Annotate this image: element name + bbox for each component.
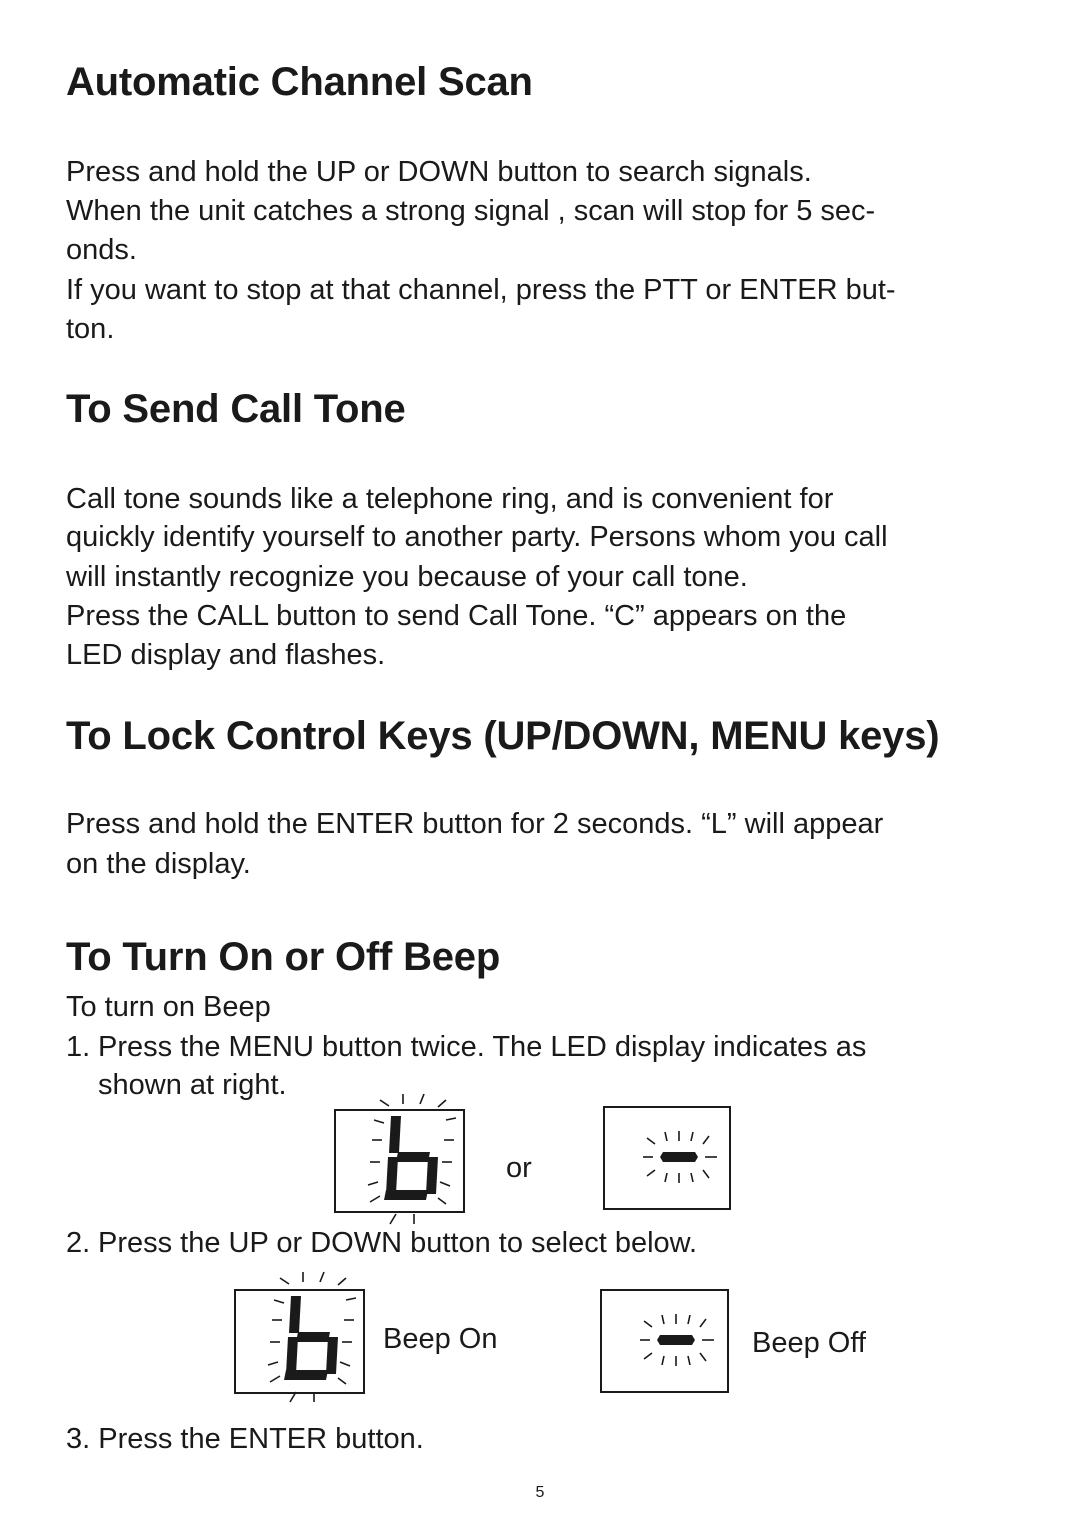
step3-text: 3. Press the ENTER button. <box>66 1423 424 1455</box>
beep-on-label: Beep On <box>383 1323 498 1355</box>
call-line-1: Call tone sounds like a telephone ring, and is convenient for <box>66 483 834 515</box>
scan-line-2: When the unit catches a strong signal , scan will stop for 5 sec- <box>66 195 876 227</box>
section-title-call: To Send Call Tone <box>66 387 406 431</box>
section-title-lock: To Lock Control Keys (UP/DOWN, MENU keys) <box>66 714 940 758</box>
scan-line-5: ton. <box>66 313 115 345</box>
lock-line-2: on the display. <box>66 848 251 880</box>
or-label: or <box>506 1152 532 1184</box>
step1-line-1: Press the MENU button twice. The LED display indicates as <box>98 1031 867 1063</box>
call-line-3: will instantly recognize you because of your call tone. <box>66 561 748 593</box>
call-line-2: quickly identify yourself to another party. Persons whom you call <box>66 521 888 553</box>
scan-line-1: Press and hold the UP or DOWN button to search signals. <box>66 156 812 188</box>
step2-text: Press the UP or DOWN button to select below. <box>98 1227 698 1259</box>
step2-number: 2. <box>66 1227 91 1259</box>
call-line-4: Press the CALL button to send Call Tone. “C” appears on the <box>66 600 847 632</box>
lcd-digit-b-icon <box>334 1090 474 1230</box>
page-number: 5 <box>535 1484 545 1501</box>
step1-line-2: shown at right. <box>98 1069 287 1101</box>
lcd-beep-off-icon <box>600 1289 729 1393</box>
step1-number: 1. <box>66 1031 91 1063</box>
section-title-scan: Automatic Channel Scan <box>66 60 533 104</box>
call-line-5: LED display and flashes. <box>66 639 386 671</box>
beep-intro: To turn on Beep <box>66 991 271 1023</box>
lock-line-1: Press and hold the ENTER button for 2 seconds. “L” will appear <box>66 808 884 840</box>
scan-line-4: If you want to stop at that channel, press the PTT or ENTER but- <box>66 274 896 306</box>
section-title-beep: To Turn On or Off Beep <box>66 935 501 979</box>
lcd-beep-on-icon <box>234 1268 374 1408</box>
scan-line-3: onds. <box>66 234 137 266</box>
beep-off-label: Beep Off <box>752 1327 866 1359</box>
lcd-digit-dash-icon <box>603 1106 731 1210</box>
